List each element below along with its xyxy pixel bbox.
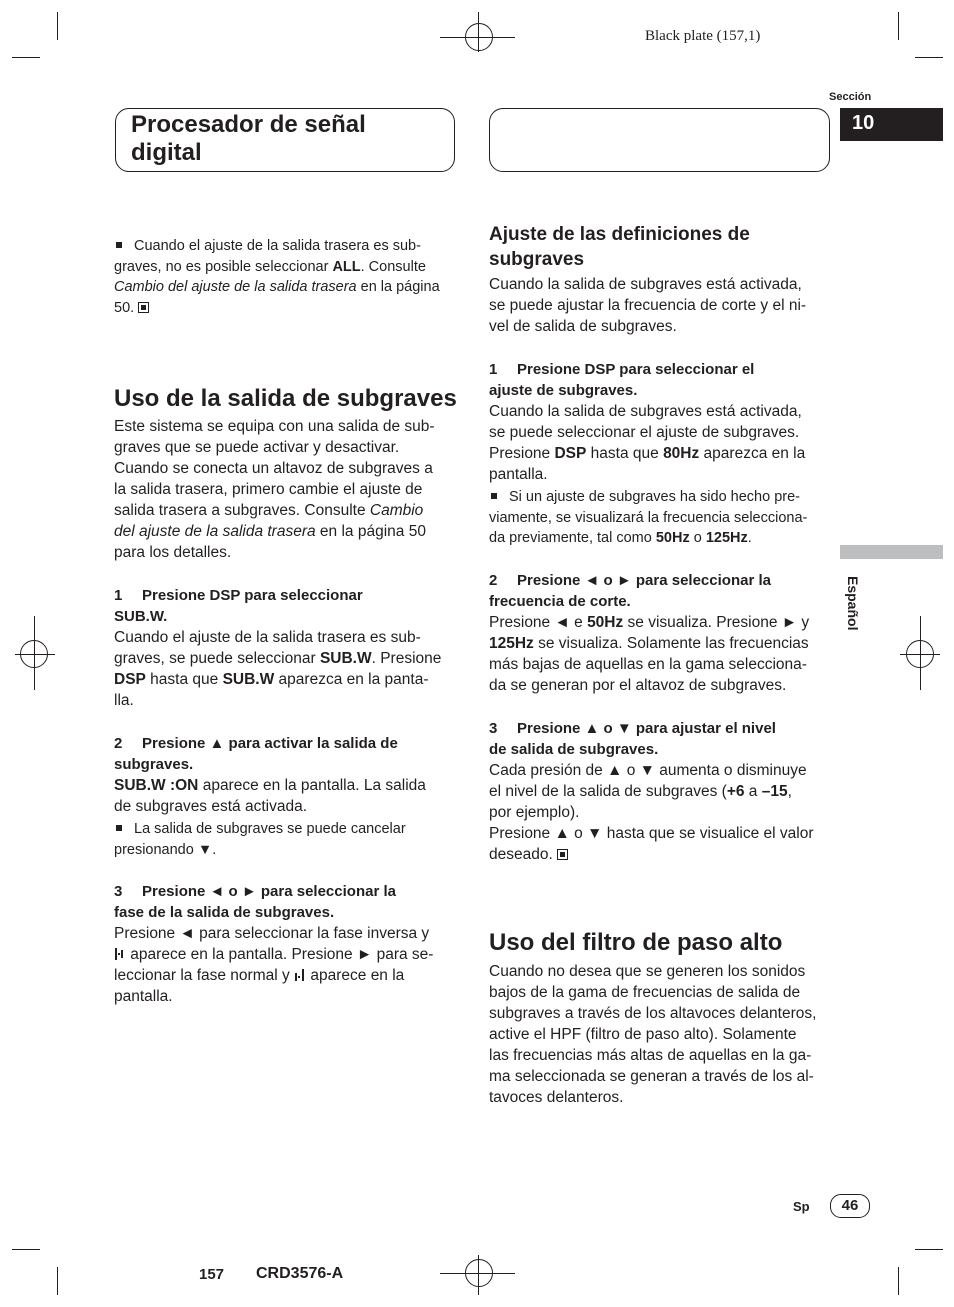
crop-mark <box>12 1249 40 1250</box>
left-column <box>114 236 459 1007</box>
language-code: Sp <box>793 1199 810 1214</box>
right-column <box>489 222 834 1108</box>
settings-step-1: 1 Presione DSP para seleccionar el ajuste de subgraves. Cuando la salida de subgraves está activada, se puede seleccionar el ajuste de subgraves. Presione DSP hasta que 80Hz aparezca en la pantalla. Si un ajuste de subgraves ha sido hecho pre- viamente, se visualizará la frecuencia selecciona- da previamente, tal como 50Hz o 125Hz. <box>489 361 808 546</box>
section-title-high-pass-filter: Uso del filtro de paso alto <box>489 928 783 956</box>
bullet-square-icon <box>116 825 122 831</box>
page-number: 46 <box>830 1194 870 1218</box>
language-tab <box>840 545 943 559</box>
header-title: Procesador de señal digital <box>131 111 366 166</box>
crop-mark <box>12 57 40 58</box>
step-1: 1 Presione DSP para seleccionar SUB.W. Cuando el ajuste de la salida trasera es sub- graves, se puede seleccionar SUB.W. Presione DSP hasta que SUB.W aparezca en la panta- lla. <box>114 587 442 709</box>
top-note: Cuando el ajuste de la salida trasera es sub- graves, no es posible seleccionar ALL. Consulte Cambio del ajuste de la salida trasera en la página 50. <box>114 238 440 316</box>
section-title-subwoofer-output: Uso de la salida de subgraves <box>114 385 457 412</box>
hpf-paragraph: Cuando no desea que se generen los sonidos bajos de la gama de frecuencias de salida de subgraves a través de los altavoces delanteros, active el HPF (filtro de paso alto). Solamente las frecuencias más altas de aquellas en la ga- ma seleccionada se generan a través de los al- tavoces delanteros. <box>489 962 817 1106</box>
crop-mark <box>915 1249 943 1250</box>
subsection-title-subwoofer-settings: Ajuste de las definiciones de subgraves <box>489 224 750 270</box>
step-3: 3 Presione ◄ o ► para seleccionar la fase de la salida de subgraves. Presione ◄ para seleccionar la fase inversa y aparece en la pantalla. Presione ► para se- leccionar la fase normal y aparece en la pantalla. <box>114 883 434 1005</box>
settings-intro: Cuando la salida de subgraves está activada, se puede ajustar la frecuencia de corte y el ni- vel de salida de subgraves. <box>489 276 807 335</box>
crop-mark <box>898 1267 899 1295</box>
settings-step-3: 3 Presione ▲ o ▼ para ajustar el nivel de salida de subgraves. Cada presión de ▲ o ▼ aumenta o disminuye el nivel de la salida de subgraves (+6 a –15, por ejemplo). Presione ▲ o ▼ hasta que se visualice el valor deseado. <box>489 719 814 863</box>
end-mark-icon <box>138 302 149 313</box>
header-empty-box <box>489 108 830 172</box>
crop-mark <box>915 57 943 58</box>
plate-label: Black plate (157,1) <box>645 28 761 44</box>
plate-number: 157 <box>199 1266 225 1283</box>
crop-mark <box>898 12 899 40</box>
model-code: CRD3576-A <box>256 1265 344 1282</box>
end-mark-icon <box>557 849 568 860</box>
intro-paragraph: Este sistema se equipa con una salida de sub- graves que se puede activar y desactivar. Cuando se conecta un altavoz de subgraves a la salida trasera, primero cambie el ajuste de salida trasera a subgraves. Consulte Cambio del ajuste de la salida trasera en la página 50 para los detalles. <box>114 418 435 561</box>
step-2: 2 Presione ▲ para activar la salida de subgraves. SUB.W :ON aparece en la pantalla. La salida de subgraves está activada. La salida de subgraves se puede cancelar presionando ▼. <box>114 735 426 858</box>
bullet-square-icon <box>491 493 497 499</box>
crop-mark <box>57 12 58 40</box>
crop-mark <box>57 1267 58 1295</box>
settings-step-2: 2 Presione ◄ o ► para seleccionar la frecuencia de corte. Presione ◄ e 50Hz se visualiza. Presione ► y 125Hz se visualiza. Solamente las frecuencias más bajas de aquellas en la gama selecciona- da se generan por el altavoz de subgraves. <box>489 571 810 694</box>
section-number: 10 <box>852 112 875 134</box>
language-label: Español <box>845 576 861 631</box>
normal-phase-icon <box>294 968 306 982</box>
section-label: Sección <box>829 91 872 103</box>
bullet-square-icon <box>116 242 122 248</box>
reverse-phase-icon <box>114 947 126 961</box>
